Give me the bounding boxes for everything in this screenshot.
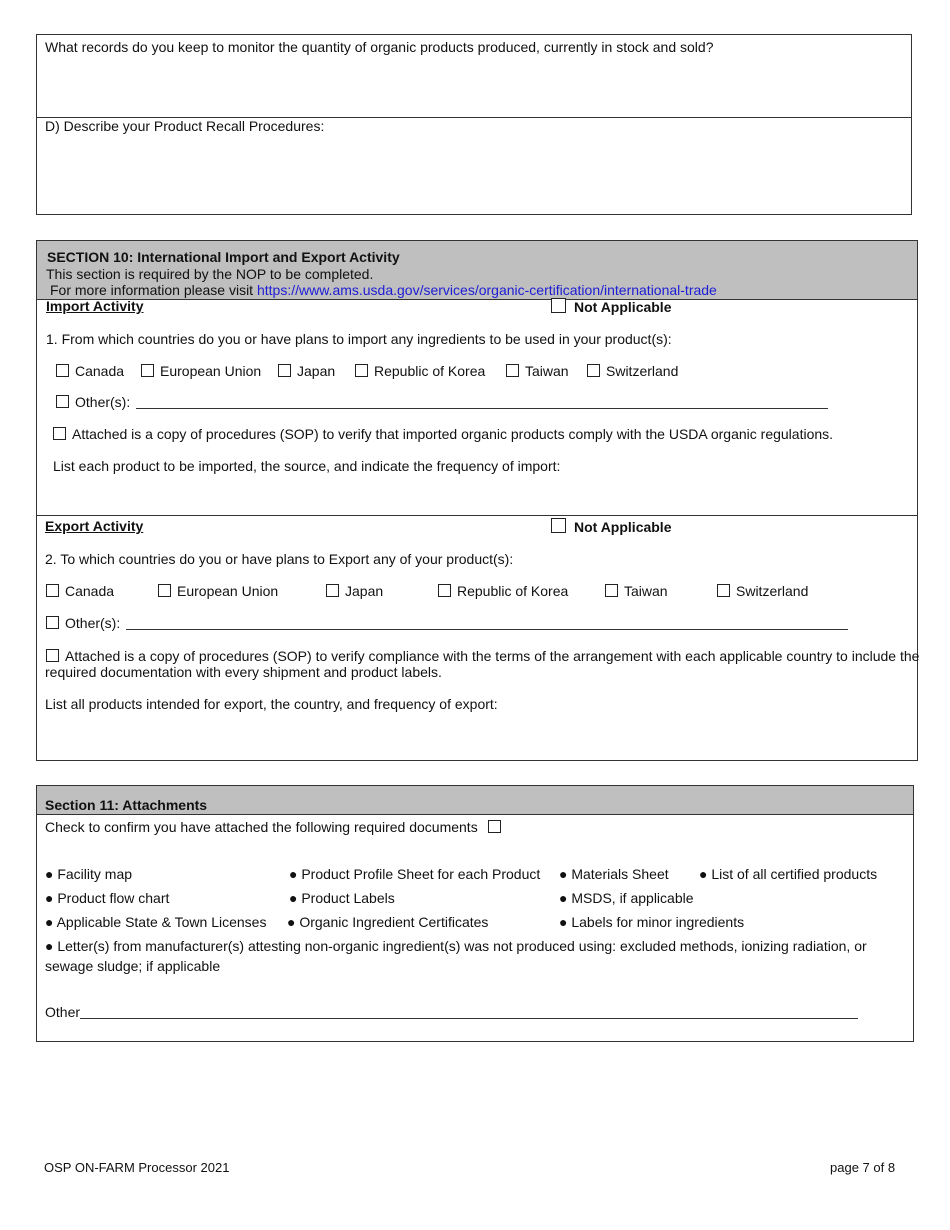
international-trade-link[interactable]: https://www.ams.usda.gov/services/organic-certification/international-trade bbox=[256, 282, 717, 298]
section10-info bbox=[50, 282, 717, 299]
attach-letters-line1: ● Letter(s) from manufacturer(s) attesting non-organic ingredient(s) was not produced using: excluded methods, ionizing radiation, or bbox=[45, 938, 867, 954]
attach-flow-chart: ● Product flow chart bbox=[45, 890, 170, 906]
import-list-field[interactable] bbox=[40, 478, 914, 512]
attach-product-labels: ● Product Labels bbox=[289, 890, 395, 906]
import-other-checkbox[interactable] bbox=[56, 395, 69, 408]
section11-confirm bbox=[45, 819, 507, 836]
section11-confirm-checkbox[interactable] bbox=[488, 820, 501, 833]
attach-certified-products: ● List of all certified products bbox=[699, 866, 878, 882]
section11-title: Section 11: Attachments bbox=[45, 797, 208, 813]
footer-page-number: page 7 of 8 bbox=[830, 1160, 896, 1175]
export-not-applicable bbox=[551, 518, 672, 536]
export-not-applicable-checkbox[interactable] bbox=[551, 518, 566, 533]
export-not-applicable-label: Not Applicable bbox=[574, 519, 672, 535]
import-list-prompt: List each product to be imported, the source, and indicate the frequency of import: bbox=[53, 458, 561, 474]
export-country-switzerland[interactable]: Switzerland bbox=[717, 583, 808, 600]
import-not-applicable-checkbox[interactable] bbox=[551, 298, 566, 313]
records-question: What records do you keep to monitor the quantity of organic products produced, currently in stock and sold? bbox=[45, 39, 714, 55]
checkbox[interactable] bbox=[326, 584, 339, 597]
import-sop-label: Attached is a copy of procedures (SOP) to verify that imported organic products comply with the USDA organic regulations. bbox=[72, 426, 834, 442]
attach-other-label: Other bbox=[45, 1004, 81, 1020]
attach-msds: ● MSDS, if applicable bbox=[559, 890, 694, 906]
attach-letters-line2: sewage sludge; if applicable bbox=[45, 958, 221, 974]
export-country-japan[interactable]: Japan bbox=[326, 583, 383, 600]
import-other-label: Other(s): bbox=[75, 394, 131, 410]
attach-ingredient-certs: ● Organic Ingredient Certificates bbox=[287, 914, 489, 930]
checkbox[interactable] bbox=[438, 584, 451, 597]
export-sop-label-line2: required documentation with every shipment and product labels. bbox=[45, 664, 442, 680]
recall-answer-field[interactable] bbox=[38, 138, 910, 212]
checkbox[interactable] bbox=[56, 364, 69, 377]
attach-minor-labels: ● Labels for minor ingredients bbox=[559, 914, 745, 930]
checkbox[interactable] bbox=[46, 584, 59, 597]
export-other-checkbox[interactable] bbox=[46, 616, 59, 629]
footer-form-name: OSP ON-FARM Processor 2021 bbox=[44, 1160, 230, 1175]
export-country-korea[interactable]: Republic of Korea bbox=[438, 583, 568, 600]
export-country-eu[interactable]: European Union bbox=[158, 583, 278, 600]
checkbox[interactable] bbox=[141, 364, 154, 377]
checkbox[interactable] bbox=[605, 584, 618, 597]
import-country-korea[interactable]: Republic of Korea bbox=[355, 363, 485, 380]
import-country-eu[interactable]: European Union bbox=[141, 363, 261, 380]
import-not-applicable-label: Not Applicable bbox=[574, 299, 672, 315]
import-country-switzerland[interactable]: Switzerland bbox=[587, 363, 678, 380]
import-sop-checkbox[interactable] bbox=[53, 427, 66, 440]
import-sop bbox=[53, 426, 833, 443]
export-sop bbox=[46, 648, 919, 665]
import-not-applicable bbox=[551, 298, 672, 316]
export-sop-label-line1: Attached is a copy of procedures (SOP) to verify compliance with the terms of the arrangement with each applicable country to include the bbox=[65, 648, 920, 664]
attach-other-input[interactable] bbox=[80, 1006, 858, 1019]
attach-facility-map: ● Facility map bbox=[45, 866, 133, 882]
checkbox[interactable] bbox=[717, 584, 730, 597]
import-other bbox=[56, 394, 828, 411]
attach-materials-sheet: ● Materials Sheet bbox=[559, 866, 669, 882]
section10-required-note: This section is required by the NOP to be completed. bbox=[46, 266, 374, 282]
checkbox[interactable] bbox=[506, 364, 519, 377]
import-other-input[interactable] bbox=[136, 396, 828, 409]
export-other-input[interactable] bbox=[126, 617, 848, 630]
checkbox[interactable] bbox=[158, 584, 171, 597]
checkbox[interactable] bbox=[587, 364, 600, 377]
checkbox[interactable] bbox=[355, 364, 368, 377]
export-list-prompt: List all products intended for export, the country, and frequency of export: bbox=[45, 696, 498, 712]
export-country-canada[interactable]: Canada bbox=[46, 583, 114, 600]
recall-label: D) Describe your Product Recall Procedures: bbox=[45, 118, 325, 134]
export-question: 2. To which countries do you or have plans to Export any of your product(s): bbox=[45, 551, 514, 567]
attach-product-profile: ● Product Profile Sheet for each Product bbox=[289, 866, 541, 882]
import-country-taiwan[interactable]: Taiwan bbox=[506, 363, 569, 380]
export-other bbox=[46, 615, 848, 632]
checkbox[interactable] bbox=[278, 364, 291, 377]
section11-confirm-label: Check to confirm you have attached the following required documents bbox=[45, 819, 478, 835]
import-heading: Import Activity bbox=[46, 298, 144, 314]
import-country-canada[interactable]: Canada bbox=[56, 363, 124, 380]
records-answer-field[interactable] bbox=[38, 60, 910, 115]
export-heading: Export Activity bbox=[45, 518, 144, 534]
section10-title: SECTION 10: International Import and Export Activity bbox=[47, 249, 400, 265]
section10-info-prefix: For more information please visit bbox=[50, 282, 257, 298]
attach-licenses: ● Applicable State & Town Licenses bbox=[45, 914, 267, 930]
export-sop-checkbox[interactable] bbox=[46, 649, 59, 662]
export-list-field[interactable] bbox=[40, 716, 914, 758]
attach-other bbox=[45, 1004, 858, 1021]
export-country-taiwan[interactable]: Taiwan bbox=[605, 583, 668, 600]
import-country-japan[interactable]: Japan bbox=[278, 363, 335, 380]
export-other-label: Other(s): bbox=[65, 615, 121, 631]
import-question: 1. From which countries do you or have plans to import any ingredients to be used in your product(s): bbox=[46, 331, 672, 347]
